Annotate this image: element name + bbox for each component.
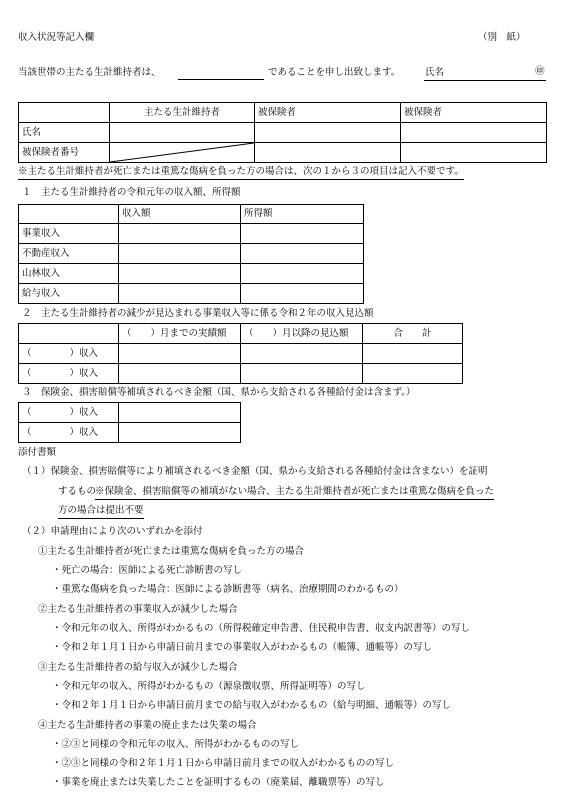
s1-input[interactable] (119, 244, 241, 264)
s2-corner (19, 324, 119, 344)
s1-row-label: 給与収入 (19, 284, 119, 304)
declaration-prefix: 当該世帯の主たる生計維持者は、 (18, 67, 161, 78)
name-cell-insured-1[interactable] (255, 123, 401, 143)
row-label-insured-number: 被保険者番号 (19, 143, 110, 163)
person-table-corner (19, 103, 110, 123)
attachments-title: 添付書類 (18, 447, 57, 458)
s2-input[interactable] (119, 344, 241, 364)
section1-table (18, 204, 364, 304)
person-table (18, 102, 547, 163)
s1-input[interactable] (119, 284, 241, 304)
diagonal-cell (110, 143, 255, 163)
number-cell-insured-2[interactable] (401, 143, 547, 163)
attach-item1-line2b: ※保険金、損害賠償等の補填がない場合、主たる生計維持者が死亡または重篤な傷病を負った (95, 487, 494, 500)
s1-input[interactable] (241, 264, 364, 284)
s2-header-total: 合 計 (363, 324, 463, 344)
section2-table (18, 323, 463, 384)
section3-title: ３ 保険金、損害賠償等補填されるべき金額（国、県から支給される各種給付金は含まず。） (22, 387, 416, 398)
section2-title: ２ 主たる生計維持者の減少が見込まれる事業収入等に係る令和２年の収入見込額 (22, 308, 374, 319)
s3-row-label[interactable]: （ ）収入 (19, 423, 119, 443)
seal-mark: ㊞ (535, 66, 545, 77)
s2-input[interactable] (241, 344, 363, 364)
s1-input[interactable] (241, 224, 364, 244)
name-cell-insured-2[interactable] (401, 123, 547, 143)
s1-row-label: 不動産収入 (19, 244, 119, 264)
header-insured-1: 被保険者 (255, 103, 401, 123)
s1-header-profit: 所得額 (241, 205, 364, 224)
case1-item-a: ・死亡の場合：医師による死亡診断書の写し (52, 565, 243, 576)
s3-input[interactable] (119, 403, 241, 423)
case2-title: ②主たる生計維持者の事業収入が減少した場合 (38, 604, 238, 615)
row-label-name: 氏名 (19, 123, 110, 143)
note-top: ※主たる生計維持者が死亡または重篤な傷病を負った方の場合は、次の１から３の項目は記入不要です。 (18, 167, 464, 180)
s1-input[interactable] (119, 264, 241, 284)
case2-item-b: ・令和２年１月１日から申請日前月までの事業収入がわかるもの（帳簿、通帳等）の写し (52, 642, 433, 653)
annex-label: （別 紙） (478, 32, 526, 43)
name-underline[interactable] (424, 80, 546, 81)
case1-item-b: ・重篤な傷病を負った場合：医師による診断書等（病名、治療期間のわかるもの） (52, 584, 404, 595)
header-main-earner: 主たる生計維持者 (110, 103, 255, 123)
case4-item-a: ・②③と同様の令和元年の収入、所得がわかるものの写し (52, 739, 300, 750)
s1-row-label: 山林収入 (19, 264, 119, 284)
attach-item1-line1: （１）保険金、損害賠償等により補填されるべき金額（国、県から支給される各種給付金は含まない）を証明 (22, 466, 488, 477)
case4-item-c: ・事業を廃止または失業したことを証明するもの（廃業届、離職票等）の写し (52, 777, 385, 788)
s1-input[interactable] (241, 244, 364, 264)
form-title: 収入状況等記入欄 (18, 32, 95, 43)
diagonal-line (110, 143, 254, 162)
case4-item-b: ・②③と同様の令和２年１月１日から申請日前月までの収入がわかるものの写し (52, 758, 395, 769)
section3-table (18, 402, 241, 443)
s2-row-label[interactable]: （ ）収入 (19, 344, 119, 364)
case4-title: ④主たる生計維持者の事業の廃止または失業の場合 (38, 720, 257, 731)
case1-title: ①主たる生計維持者が死亡または重篤な傷病を負った方の場合 (38, 546, 305, 557)
number-cell-insured-1[interactable] (255, 143, 401, 163)
attach-item1-line2a: するもの (58, 486, 97, 497)
name-label: 氏名 (425, 67, 445, 78)
s1-corner (19, 205, 119, 224)
s1-row-label: 事業収入 (19, 224, 119, 244)
s2-input[interactable] (241, 364, 363, 384)
s3-input[interactable] (119, 423, 241, 443)
section1-title: １ 主たる生計維持者の令和元年の収入額、所得額 (22, 187, 241, 198)
case2-item-a: ・令和元年の収入、所得がわかるもの（所得税確定申告書、住民税申告書、収支内訳書等）の写し (52, 623, 471, 634)
s3-row-label[interactable]: （ ）収入 (19, 403, 119, 423)
declaration-suffix: であることを申し出致します。 (268, 67, 401, 78)
main-earner-blank[interactable] (178, 68, 264, 80)
s2-header-actual: （ ）月までの実績額 (119, 324, 241, 344)
case3-item-a: ・令和元年の収入、所得がわかるもの（源泉徴収票、所得証明等）の写し (52, 681, 366, 692)
s2-header-forecast: （ ）月以降の見込額 (241, 324, 363, 344)
s2-row-label[interactable]: （ ）収入 (19, 364, 119, 384)
s2-input[interactable] (119, 364, 241, 384)
s1-input[interactable] (241, 284, 364, 304)
s2-input[interactable] (363, 344, 463, 364)
attach-item1-line3: 方の場合は提出不要 (58, 506, 144, 519)
case3-title: ③主たる生計維持者の給与収入が減少した場合 (38, 662, 238, 673)
s2-input[interactable] (363, 364, 463, 384)
header-insured-2: 被保険者 (401, 103, 547, 123)
attach-item2: （２）申請理由により次のいずれかを添付 (22, 526, 203, 537)
s1-input[interactable] (119, 224, 241, 244)
case3-item-b: ・令和２年１月１日から申請日前月までの給与収入がわかるもの（給与明細、通帳等）の写し (52, 700, 452, 711)
name-cell-main[interactable] (110, 123, 255, 143)
s1-header-income: 収入額 (119, 205, 241, 224)
